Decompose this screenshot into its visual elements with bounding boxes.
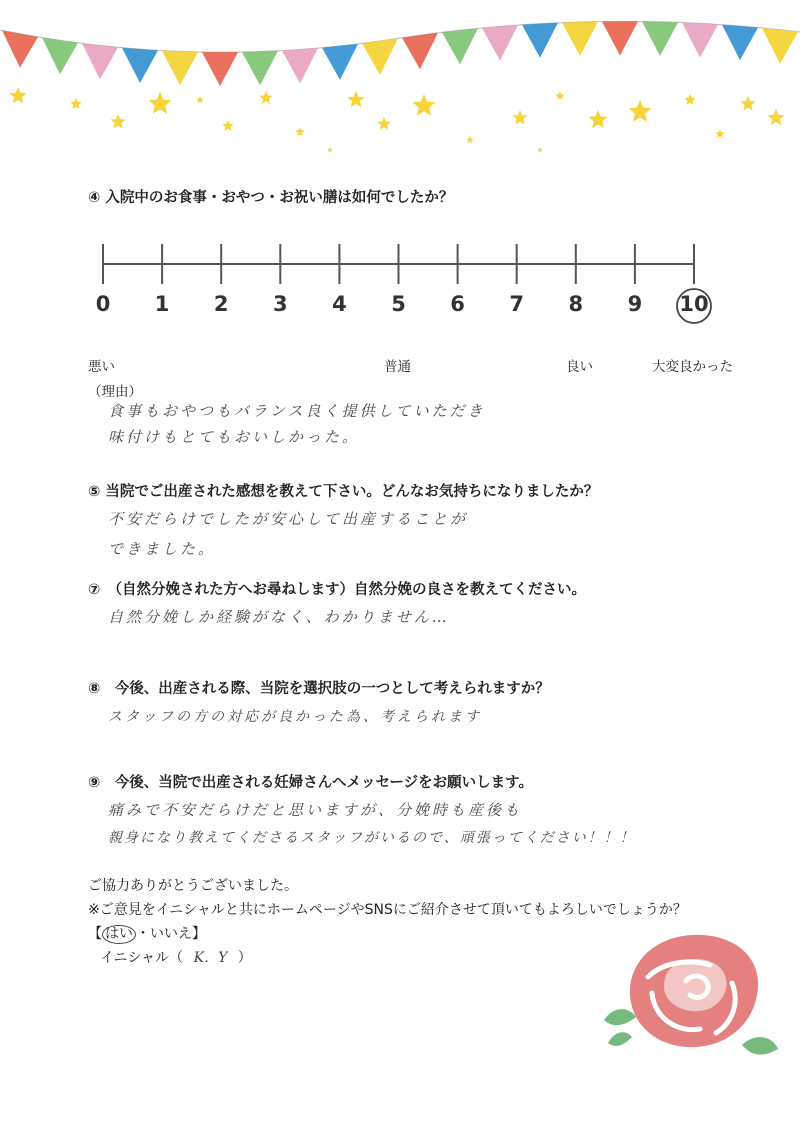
bunting-flag bbox=[362, 38, 398, 75]
scale-number-9: 9 bbox=[627, 292, 643, 316]
consent-question: ※ご意見をイニシャルと共にホームページやSNSにご紹介させて頂いてもよろしいでしょうか？ bbox=[88, 902, 687, 918]
star-icon bbox=[512, 110, 527, 125]
star-icon bbox=[9, 87, 26, 103]
q9-answer-line-2: 親身になり教えてくださるスタッフがいるので、頑張ってください！！！ bbox=[108, 830, 636, 846]
initials-line bbox=[100, 947, 252, 967]
label-normal: 普通 bbox=[384, 359, 411, 375]
star-icon bbox=[347, 91, 364, 107]
bunting-stars-decoration bbox=[0, 0, 800, 160]
scale-number-10: 10 bbox=[679, 292, 709, 316]
q4-answer-line-2: 味付けもとてもおいしかった。 bbox=[108, 428, 361, 446]
star-icon bbox=[537, 147, 543, 152]
q4-answer-line-1: 食事もおやつもバランス良く提供していただき bbox=[108, 402, 486, 420]
bunting-flags bbox=[0, 21, 800, 86]
star-icon bbox=[767, 109, 784, 125]
bunting-flag bbox=[762, 28, 798, 64]
bunting-flag bbox=[722, 25, 758, 60]
scale-number-4: 4 bbox=[332, 292, 347, 316]
bunting-flag bbox=[82, 43, 118, 79]
q7-answer-line-1: 自然分娩しか経験がなく、わかりません… bbox=[108, 608, 450, 626]
scale-number-3: 3 bbox=[272, 292, 288, 316]
bunting-flag bbox=[322, 44, 358, 80]
bunting-rope bbox=[0, 21, 800, 52]
star-icon bbox=[589, 110, 608, 128]
label-very-good: 大変良かった bbox=[652, 359, 733, 375]
choice-open-bracket: 【 bbox=[88, 926, 102, 942]
bunting-flag bbox=[602, 21, 638, 55]
scale-number-5: 5 bbox=[391, 292, 406, 316]
choice-yes: はい bbox=[102, 925, 136, 944]
bunting-flag bbox=[282, 48, 318, 83]
star-icon bbox=[110, 114, 125, 129]
star-icon bbox=[555, 91, 565, 100]
rose-leaf-right bbox=[742, 1037, 778, 1054]
bunting-flag bbox=[642, 21, 678, 55]
rose-illustration bbox=[592, 925, 792, 1075]
q5-answer-line-1: 不安だらけでしたが安心して出産することが bbox=[108, 510, 469, 528]
choice-no: ・いいえ】 bbox=[136, 926, 206, 942]
label-bad: 悪い bbox=[88, 359, 115, 375]
star-icon bbox=[327, 147, 333, 152]
thanks-text: ご協力ありがとうございました。 bbox=[88, 878, 298, 894]
scale-number-7: 7 bbox=[509, 292, 524, 316]
star-icon bbox=[196, 96, 204, 103]
q4-question: ④ 入院中のお食事・おやつ・お祝い膳は如何でしたか？ bbox=[88, 190, 454, 206]
bunting-flag bbox=[522, 23, 558, 58]
scale-number-2: 2 bbox=[213, 292, 229, 316]
q5-question: ⑤ 当院でご出産された感想を教えて下さい。どんなお気持ちになりましたか？ bbox=[88, 484, 599, 500]
star-icon bbox=[377, 117, 390, 130]
initials-value: K．Y bbox=[193, 950, 228, 966]
rose-petals bbox=[630, 935, 758, 1047]
bunting-flag bbox=[162, 51, 198, 86]
star-icon bbox=[70, 98, 81, 109]
star-icon bbox=[466, 136, 474, 143]
q7-question: ⑦ （自然分娩された方へお尋ねします）自然分娩の良さを教えてください。 bbox=[88, 582, 587, 598]
reason-label: （理由） bbox=[88, 384, 142, 400]
label-good: 良い bbox=[566, 359, 593, 375]
scale-number-1: 1 bbox=[154, 292, 170, 316]
star-icon bbox=[259, 91, 272, 104]
rose-leaf-left bbox=[604, 1009, 636, 1046]
bunting-flag bbox=[2, 30, 38, 67]
q9-question: ⑨ 今後、当院で出産される妊婦さんへメッセージをお願いします。 bbox=[88, 775, 533, 791]
star-icon bbox=[149, 92, 172, 114]
bunting-flag bbox=[562, 22, 598, 57]
star-icon bbox=[222, 120, 233, 131]
initials-close: ） bbox=[237, 950, 252, 966]
initials-label: イニシャル（ bbox=[100, 950, 184, 966]
bunting-flag bbox=[482, 25, 518, 60]
bunting-flag bbox=[402, 33, 438, 69]
bunting-flag bbox=[202, 52, 238, 86]
q8-answer-line-1: スタッフの方の対応が良かった為、考えられます bbox=[108, 709, 482, 725]
star-icon bbox=[295, 127, 305, 136]
consent-choices bbox=[88, 923, 206, 944]
star-icon bbox=[684, 94, 695, 105]
bunting-flag bbox=[442, 28, 478, 64]
q8-question: ⑧ 今後、出産される際、当院を選択肢の一つとして考えられますか？ bbox=[88, 681, 550, 697]
star-icon bbox=[629, 100, 652, 122]
scale-number-6: 6 bbox=[450, 292, 465, 316]
q9-answer-line-1: 痛みで不安だらけだと思いますが、分娩時も産後も bbox=[108, 801, 523, 819]
stars-decoration bbox=[9, 87, 784, 152]
star-icon bbox=[740, 96, 755, 111]
bunting-flag bbox=[42, 38, 78, 75]
bunting-flag bbox=[122, 48, 158, 83]
bunting-flag bbox=[242, 51, 278, 86]
bunting-flag bbox=[682, 23, 718, 58]
scale-number-8: 8 bbox=[568, 292, 584, 316]
scale-number-0: 0 bbox=[95, 292, 111, 316]
star-icon bbox=[413, 94, 436, 116]
q5-answer-line-2: できました。 bbox=[108, 540, 217, 558]
star-icon bbox=[715, 129, 725, 138]
